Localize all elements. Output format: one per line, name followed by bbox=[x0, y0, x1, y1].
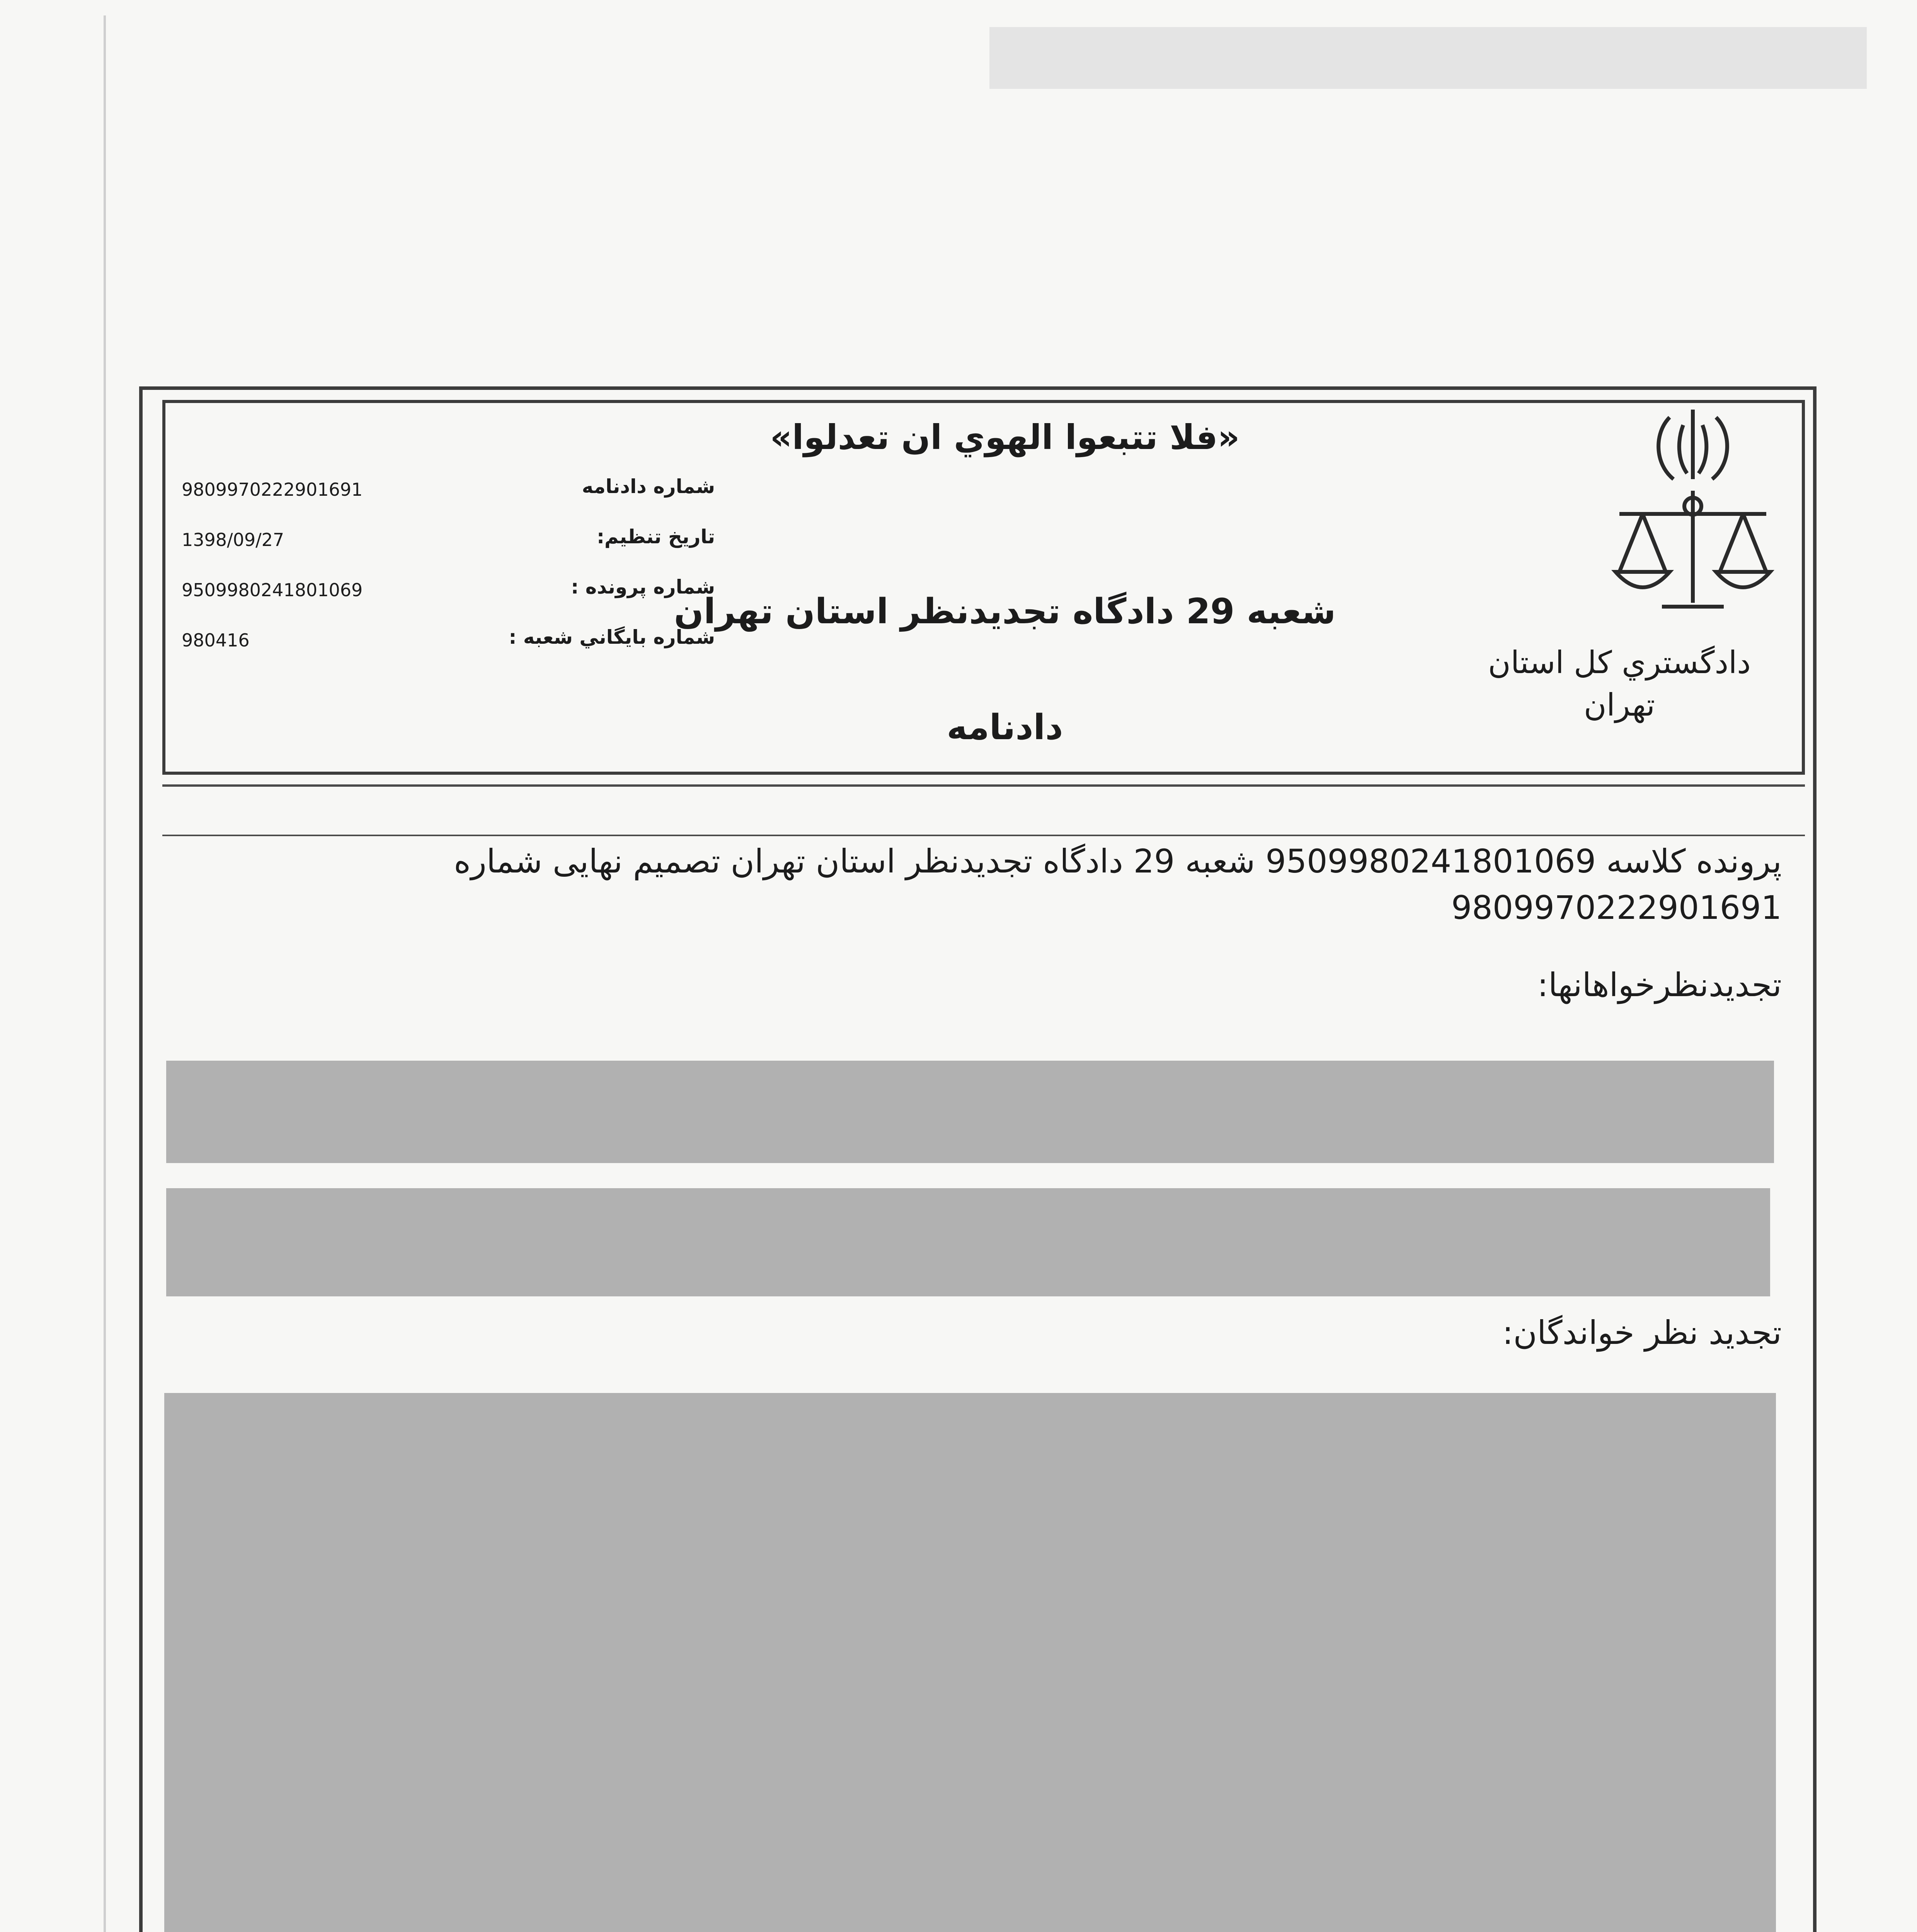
organization-line-1: دادگستري كل استان bbox=[1488, 645, 1751, 680]
redacted-appellees bbox=[164, 1393, 1776, 1932]
document-title: دادنامه bbox=[947, 707, 1063, 748]
redacted-appellant-2 bbox=[166, 1188, 1770, 1296]
header-motto: «فلا تتبعوا الهوي ان تعدلوا» bbox=[770, 417, 1240, 457]
appellants-label: تجدیدنظرخواهانها: bbox=[1537, 966, 1782, 1004]
court-branch-title: شعبه 29 دادگاه تجدیدنظر استان تهران bbox=[674, 591, 1336, 632]
redacted-appellant-1 bbox=[166, 1061, 1774, 1163]
archive-number-value: 980416 bbox=[182, 630, 250, 651]
case-number-value: 9509980241801069 bbox=[182, 580, 363, 600]
organization-line-2: تهران bbox=[1583, 687, 1655, 723]
scan-bleed-through bbox=[989, 27, 1867, 89]
organization-name bbox=[1430, 641, 1809, 726]
case-number-label: شماره پرونده : bbox=[571, 576, 715, 598]
header-divider bbox=[162, 784, 1805, 787]
final-decision-number: 9809970222901691 bbox=[1451, 889, 1782, 927]
case-reference-line: پرونده کلاسه 9509980241801069 شعبه 29 دادگاه تجدیدنظر استان تهران تصمیم نهایی شماره bbox=[454, 842, 1782, 880]
issue-date-value: 1398/09/27 bbox=[182, 529, 284, 550]
verdict-number-value: 9809970222901691 bbox=[182, 479, 363, 500]
judiciary-emblem-icon bbox=[1604, 402, 1782, 618]
archive-number-label: شماره بايگاني شعبه : bbox=[509, 626, 715, 648]
issue-date-label: تاريخ تنظيم: bbox=[596, 526, 715, 548]
appellees-label: تجدید نظر خواندگان: bbox=[1502, 1314, 1782, 1352]
verdict-number-label: شماره دادنامه bbox=[582, 475, 715, 498]
scan-edge-shadow bbox=[104, 15, 106, 1932]
body-divider bbox=[162, 835, 1805, 836]
